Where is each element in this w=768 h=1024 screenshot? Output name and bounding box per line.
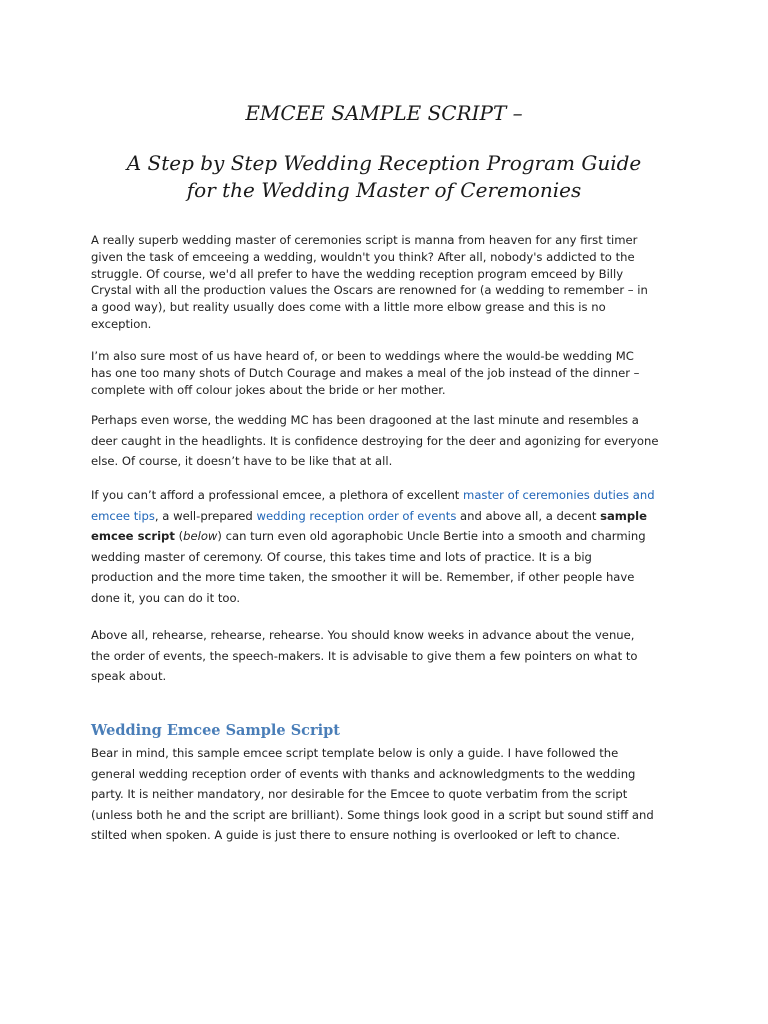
text-segment: ) can turn even old agoraphobic Uncle Bertie into a smooth and charming (217, 529, 646, 543)
text-line: A really superb wedding master of ceremonies script is manna from heaven for any first timer (91, 233, 638, 247)
text-segment: and above all, a decent (456, 508, 601, 523)
text-line: has one too many shots of Dutch Courage and makes a meal of the job instead of the dinner – (91, 366, 640, 380)
text-line (91, 506, 655, 527)
text-line: I’m also sure most of us have heard of, or been to weddings where the would-be wedding MC (91, 349, 634, 363)
text-line: the order of events, the speech-makers. It is advisable to give them a few pointers on what to (91, 648, 638, 663)
text-line: Above all, rehearse, rehearse, rehearse. You should know weeks in advance about the venue, (91, 628, 635, 642)
text-line: a good way), but reality usually does come with a little more elbow grease and this is no (91, 300, 606, 315)
paragraph-wedding-mc (91, 348, 639, 399)
document-subtitle-line-1: A Step by Step Wedding Reception Program Guide (126, 151, 642, 175)
text-segment: ( (174, 529, 184, 543)
document-subtitle-line-2: for the Wedding Master of Ceremonies (186, 178, 582, 202)
text-line: given the task of emceeing a wedding, wouldn't you think? After all, nobody's addicted to the (91, 249, 635, 264)
document-title: EMCEE SAMPLE SCRIPT – (245, 101, 523, 125)
text-line (91, 485, 655, 506)
text-line: party. It is neither mandatory, nor desirable for the Emcee to quote verbatim from the script (91, 787, 628, 801)
text-line: done it, you can do it too. (91, 590, 241, 605)
text-line: deer caught in the headlights. It is confidence destroying for the deer and agonizing for everyone (91, 433, 659, 448)
text-line: Bear in mind, this sample emcee script template below is only a guide. I have followed the (91, 746, 619, 760)
bold-text: emcee script (91, 529, 175, 543)
text-line: stilted when spoken. A guide is just there to ensure nothing is overlooked or left to chance. (91, 828, 621, 842)
italic-text: below (183, 529, 218, 543)
paragraph-intro (91, 232, 648, 333)
text-line: general wedding reception order of events with thanks and acknowledgments to the wedding (91, 766, 636, 781)
text-line: Crystal with all the production values the Oscars are renowned for (a wedding to remember – in (91, 283, 648, 298)
text-line: else. Of course, it doesn’t have to be like that at all. (91, 454, 393, 468)
section-heading: Wedding Emcee Sample Script (91, 722, 340, 739)
text-line (91, 526, 655, 547)
text-segment: , a well-prepared (154, 508, 257, 523)
text-line: complete with off colour jokes about the bride or her mother. (91, 383, 446, 397)
text-line: speak about. (91, 669, 167, 683)
paragraph-dragooned (91, 410, 658, 472)
bold-text: sample (600, 508, 648, 523)
link-order-of-events[interactable]: wedding reception order of events (256, 508, 457, 523)
paragraph-rehearse (91, 625, 637, 687)
text-line: struggle. Of course, we'd all prefer to have the wedding reception program emceed by Billy (91, 266, 624, 281)
text-segment: If you can’t afford a professional emcee, a plethora of excellent (91, 488, 464, 502)
link-mc-duties[interactable]: master of ceremonies duties and (463, 488, 655, 502)
text-line: exception. (91, 316, 152, 331)
link-emcee-tips[interactable]: emcee tips (91, 508, 155, 523)
text-line: production and the more time taken, the smoother it will be. Remember, if other people have (91, 570, 635, 584)
paragraph-sample-script (91, 743, 654, 846)
text-line: Perhaps even worse, the wedding MC has been dragooned at the last minute and resembles a (91, 413, 639, 427)
text-line: wedding master of ceremony. Of course, this takes time and lots of practice. It is a big (91, 549, 592, 564)
text-line: (unless both he and the script are brilliant). Some things look good in a script but sound stiff and (91, 807, 654, 822)
paragraph-professional-emcee (91, 485, 655, 608)
